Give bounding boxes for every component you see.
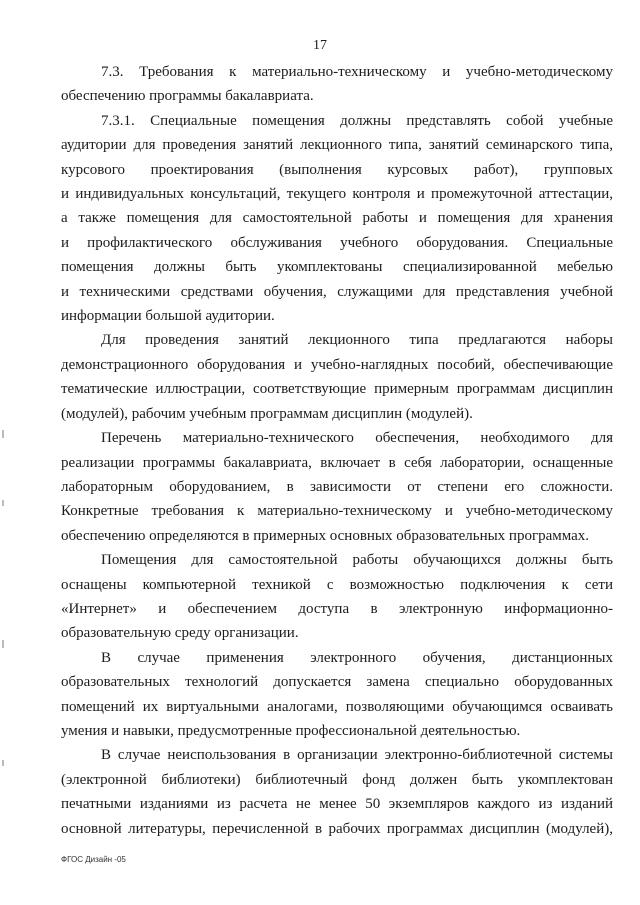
scan-margin-mark: [2, 500, 4, 506]
page-number: 17: [313, 38, 327, 53]
text-line: 7.3. Требования к материально-техническому и учебно-методическому: [101, 64, 613, 80]
text-line: Конкретные требования к материально-техническому и учебно-методическому: [61, 503, 613, 520]
paragraph-e-learning: [61, 646, 613, 744]
paragraph-special-rooms: [61, 109, 613, 329]
text-line: образовательных технологий допускается замена специально оборудованных: [61, 674, 613, 691]
paragraph-section-heading: [61, 60, 613, 109]
text-line: курсового проектирования (выполнения курсовых работ), групповых: [61, 161, 613, 178]
footer-label: ФГОС Дизайн -05: [61, 855, 126, 864]
text-line: «Интернет» и обеспечением доступа в электронную информационно-: [61, 600, 613, 617]
paragraph-self-study-rooms: [61, 548, 613, 646]
text-line: и техническими средствами обучения, служащими для представления учебной: [61, 283, 613, 300]
paragraph-library-fund: [61, 743, 613, 841]
text-line: 7.3.1. Специальные помещения должны представлять собой учебные: [101, 112, 613, 129]
text-line: информации большой аудитории.: [61, 308, 275, 325]
text-line: В случае применения электронного обучения, дистанционных: [101, 649, 613, 666]
text-line: тематические иллюстрации, соответствующие примерным программам дисциплин: [61, 381, 613, 398]
scan-margin-mark: [2, 430, 4, 438]
scan-margin-mark: [2, 640, 4, 648]
text-line: основной литературы, перечисленной в рабочих программах дисциплин (модулей),: [61, 820, 613, 837]
text-line: печатными изданиями из расчета не менее 50 экземпляров каждого из изданий: [61, 796, 613, 813]
text-line: оснащены компьютерной техникой с возможностью подключения к сети: [61, 576, 613, 593]
text-line: образовательную среду организации.: [61, 625, 299, 642]
text-line: и профилактического обслуживания учебного оборудования. Специальные: [61, 234, 613, 251]
scan-margin-mark: [2, 760, 4, 766]
text-line: демонстрационного оборудования и учебно-наглядных пособий, обеспечивающие: [61, 356, 613, 373]
text-line: В случае неиспользования в организации электронно-библиотечной системы: [101, 747, 613, 764]
text-line: умения и навыки, предусмотренные профессиональной деятельностью.: [61, 722, 521, 739]
text-line: (электронной библиотеки) библиотечный фонд должен быть укомплектован: [61, 771, 613, 788]
text-line: реализации программы бакалавриата, включает в себя лаборатории, оснащенные: [61, 454, 613, 471]
text-line: Перечень материально-технического обеспечения, необходимого для: [101, 430, 613, 447]
text-line: лабораторным оборудованием, в зависимости от степени его сложности.: [61, 478, 613, 495]
text-line: помещения должны быть укомплектованы специализированной мебелью: [61, 259, 613, 276]
text-line: обеспечению определяются в примерных основных образовательных программах.: [61, 527, 590, 544]
paragraph-laboratories: [61, 426, 613, 548]
paragraph-lecture-equipment: [61, 328, 613, 426]
text-line: обеспечению программы бакалавриата.: [61, 88, 314, 105]
text-line: а также помещения для самостоятельной работы и помещения для хранения: [61, 210, 613, 227]
text-line: помещений их виртуальными аналогами, позволяющими обучающимся осваивать: [61, 698, 613, 715]
text-line: и индивидуальных консультаций, текущего контроля и промежуточной аттестации,: [61, 186, 613, 203]
text-line: Помещения для самостоятельной работы обучающихся должны быть: [101, 552, 613, 569]
text-line: Для проведения занятий лекционного типа предлагаются наборы: [101, 332, 613, 349]
document-body: [61, 60, 613, 841]
text-line: (модулей), рабочим учебным программам дисциплин (модулей).: [61, 405, 473, 422]
text-line: аудитории для проведения занятий лекционного типа, занятий семинарского типа,: [61, 137, 613, 154]
